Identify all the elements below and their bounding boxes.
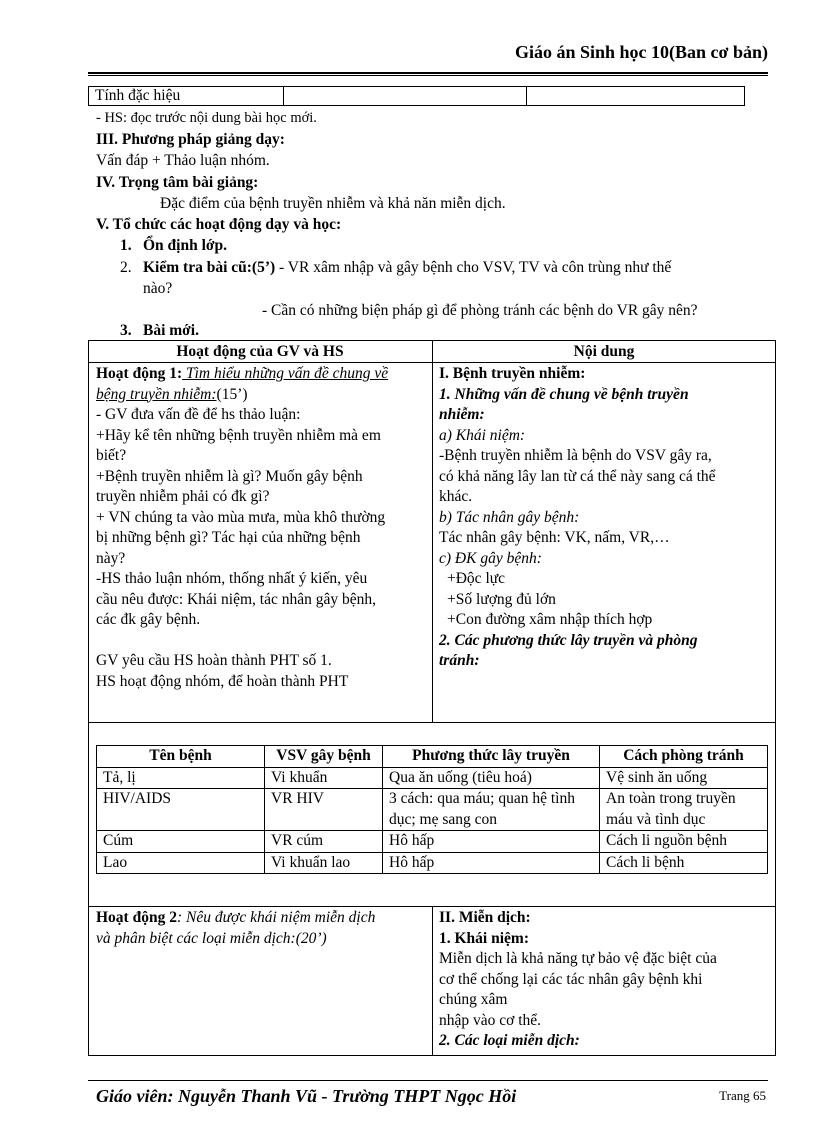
left-line: +Hãy kể tên những bệnh truyền nhiễm mà em — [96, 426, 381, 444]
content-b-heading: b) Tác nhân gây bệnh: — [439, 508, 580, 526]
pht-header: Cách phòng tránh — [600, 746, 768, 768]
activity2-title-a: : Nêu được khái niệm miễn dịch — [176, 909, 376, 926]
header-rule-thin — [88, 75, 768, 76]
content-sub-1-cont: nhiễm: — [439, 406, 485, 423]
table-row — [97, 852, 768, 874]
left-line: HS hoạt động nhóm, để hoàn thành PHT — [96, 672, 349, 690]
pht-cell: Cách li bệnh — [600, 852, 768, 874]
footer-rule — [88, 1080, 768, 1081]
page-number: Trang 65 — [719, 1088, 766, 1103]
item2-text: - VR xâm nhập và gây bệnh cho VSV, TV và côn trùng như thế — [275, 259, 672, 276]
table-row — [97, 831, 768, 853]
content2-heading: II. Miễn dịch: — [439, 909, 531, 926]
header-rule — [88, 72, 768, 74]
section3-heading: III. Phương pháp giảng dạy: — [96, 131, 285, 148]
content2-line: Miễn dịch là khả năng tự bảo vệ đặc biệt của — [439, 950, 717, 967]
pht-cell: VR cúm — [265, 831, 383, 853]
pht-header: Phương thức lây truyền — [383, 746, 600, 768]
item3-text: Bài mới. — [143, 322, 199, 339]
pht-cell: Hô hấp — [383, 852, 600, 874]
left-line: - GV đưa vấn đề để hs thảo luận: — [96, 406, 301, 423]
content2-block — [439, 908, 771, 1052]
top-table-cell: Tính đặc hiệu — [89, 87, 284, 106]
activity2-title-b: và phân biệt các loại miễn dịch:(20’) — [96, 929, 327, 947]
content-c-heading: c) ĐK gây bệnh: — [439, 549, 542, 567]
pht-cell: 3 cách: qua máu; quan hệ tình dục; mẹ sang con — [383, 789, 600, 831]
section4-heading: IV. Trọng tâm bài giảng: — [96, 174, 259, 191]
pht-header: Tên bệnh — [97, 746, 265, 768]
item2-line — [143, 258, 671, 278]
pht-cell: Tả, lị — [97, 767, 265, 789]
pht-cell: HIV/AIDS — [97, 789, 265, 831]
content-b-text: Tác nhân gây bệnh: VK, nấm, VR,… — [439, 529, 670, 546]
item1-number: 1. — [120, 237, 132, 254]
content1-block — [439, 364, 771, 672]
page-header-title: Giáo án Sinh học 10(Ban cơ bản) — [514, 42, 768, 62]
left-line: truyền nhiễm phải có đk gì? — [96, 488, 270, 505]
table-row — [97, 789, 768, 831]
content-a-line: -Bệnh truyền nhiễm là bệnh do VSV gây ra, — [439, 447, 712, 464]
content-a-line: có khả năng lây lan từ cá thể này sang cá thể — [439, 467, 716, 485]
top-table — [88, 86, 745, 106]
content2-sub2: 2. Các loại miễn dịch: — [439, 1032, 580, 1049]
content-sub-2: 2. Các phương thức lây truyền và phòng — [439, 631, 698, 649]
content2-line: cơ thể chống lại các tác nhân gây bệnh khi — [439, 970, 703, 988]
pht-cell: Cúm — [97, 831, 265, 853]
pht-cell: Hô hấp — [383, 831, 600, 853]
pht-header-row — [97, 746, 768, 768]
content-c-line: +Con đường xâm nhập thích hợp — [447, 611, 653, 628]
activity1-title-cont — [96, 385, 428, 406]
table-row — [97, 767, 768, 789]
item2-text-2: - Cần có những biện pháp gì để phòng tránh các bệnh do VR gây nên? — [262, 302, 698, 319]
col-header-activities: Hoạt động của GV và HS — [176, 343, 344, 360]
activity1-label: Hoạt động 1: — [96, 365, 183, 382]
item2-number: 2. — [120, 259, 132, 276]
left-line: + VN chúng ta vào mùa mưa, mùa khô thường — [96, 508, 386, 526]
footer-author: Giáo viên: Nguyễn Thanh Vũ - Trường THPT Ngọc Hồi — [96, 1086, 517, 1106]
item2-text-cont: nào? — [143, 280, 173, 297]
top-table-cell — [527, 87, 745, 106]
table-divider — [432, 340, 433, 723]
section5-heading: V. Tổ chức các hoạt động dạy và học: — [96, 216, 342, 233]
top-table-cell — [284, 87, 527, 106]
content-a-line: khác. — [439, 488, 473, 505]
activity1-block — [96, 364, 428, 692]
pht-cell: Cách li nguồn bệnh — [600, 831, 768, 853]
left-line: này? — [96, 549, 126, 567]
content2-line: chúng xâm — [439, 991, 508, 1008]
table-divider — [432, 906, 433, 1056]
pht-cell: An toàn trong truyền máu và tình dục — [600, 789, 768, 831]
content2-sub1: 1. Khái niệm: — [439, 929, 529, 947]
pht-cell: Vi khuẩn — [265, 767, 383, 789]
pht-cell: Vi khuẩn lao — [265, 852, 383, 874]
activity1-title-a: Tìm hiểu những vấn đề chung về — [182, 365, 389, 382]
pht-header: VSV gây bệnh — [265, 746, 383, 768]
left-line: -HS thảo luận nhóm, thống nhất ý kiến, yêu — [96, 570, 368, 587]
activity2-block — [96, 908, 428, 949]
section3-text: Vấn đáp + Thảo luận nhóm. — [96, 152, 270, 169]
content-c-line: +Số lượng đủ lớn — [447, 590, 556, 608]
left-line: các đk gây bệnh. — [96, 611, 201, 628]
activity1-time: (15’) — [216, 385, 248, 403]
activity2-title — [96, 908, 428, 929]
left-line-blank — [96, 631, 428, 652]
section4-text: Đặc điểm của bệnh truyền nhiễm và khả năn miễn dịch. — [160, 195, 506, 212]
content-sub-1: 1. Những vấn đề chung về bệnh truyền — [439, 385, 689, 403]
left-line: bị những bệnh gì? Tác hại của những bệnh — [96, 529, 361, 546]
activity2-label: Hoạt động 2 — [96, 909, 177, 926]
content-c-line: +Độc lực — [447, 570, 506, 587]
pht-cell: VR HIV — [265, 789, 383, 831]
activity1-title-b: bệng truyền nhiễm: — [96, 385, 217, 403]
content-sub-2-cont: tránh: — [439, 652, 480, 669]
pht-table — [96, 745, 768, 874]
content-heading-1: I. Bệnh truyền nhiễm: — [439, 365, 586, 382]
table-divider — [88, 722, 776, 723]
left-line: cầu nêu được: Khái niệm, tác nhân gây bệnh, — [96, 590, 376, 608]
item3-number: 3. — [120, 322, 132, 339]
left-line: GV yêu cầu HS hoàn thành PHT số 1. — [96, 652, 332, 669]
left-line: +Bệnh truyền nhiễm là gì? Muốn gây bệnh — [96, 467, 363, 485]
prep-hs: - HS: đọc trước nội dung bài học mới. — [96, 110, 317, 126]
content-a-heading: a) Khái niệm: — [439, 426, 526, 444]
activity1-title — [96, 364, 428, 385]
pht-cell: Lao — [97, 852, 265, 874]
item2-label: Kiểm tra bài cũ:(5’) — [143, 259, 276, 276]
content2-line: nhập vào cơ thể. — [439, 1011, 542, 1029]
pht-cell: Vệ sinh ăn uống — [600, 767, 768, 789]
item1-text: Ổn định lớp. — [143, 237, 227, 254]
col-header-content: Nội dung — [573, 343, 635, 360]
pht-cell: Qua ăn uống (tiêu hoá) — [383, 767, 600, 789]
left-line: biết? — [96, 447, 127, 464]
